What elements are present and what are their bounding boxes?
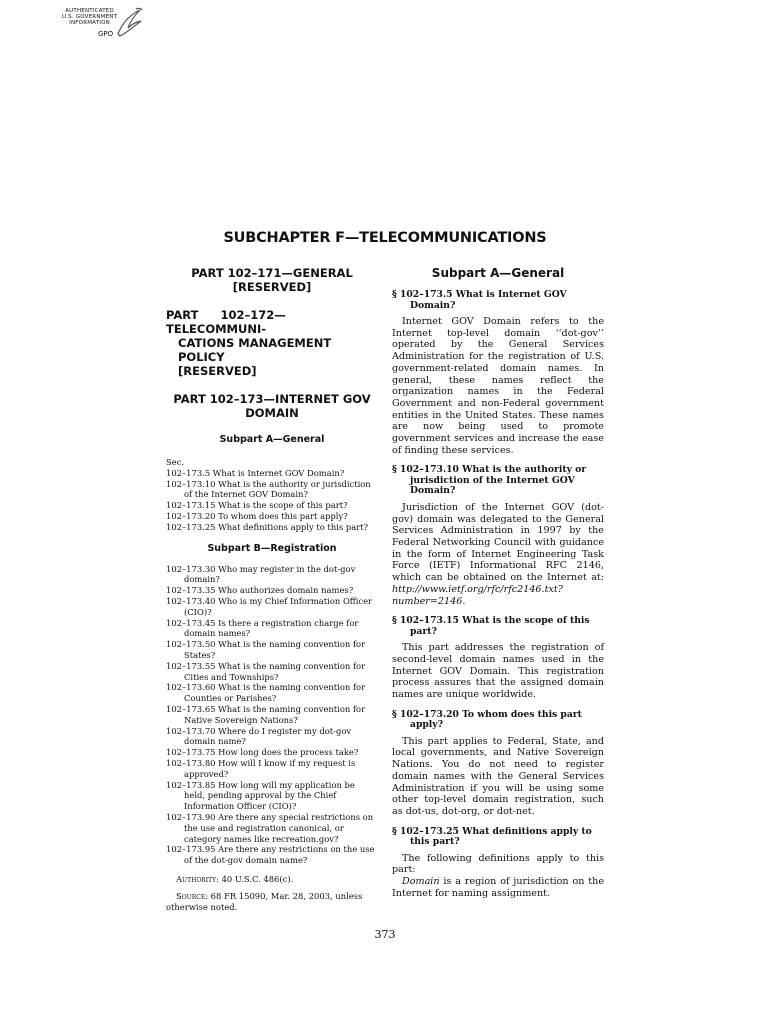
definition-term: Domain	[402, 876, 440, 888]
authority-note: Authority: 40 U.S.C. 486(c).	[176, 873, 294, 884]
subpart-b-heading: Subpart B—Registration	[207, 542, 337, 554]
toc-item: 102–173.20 To whom does this part apply?	[166, 510, 348, 521]
subchapter-title: SUBCHAPTER F—TELECOMMUNICATIONS	[223, 230, 547, 246]
toc-item: 102–173.95 Are there any restrictions on the use of the dot-gov domain name?	[166, 844, 375, 866]
toc-subpart-a	[166, 468, 378, 533]
toc-item: 102–173.80 How will I know if my request is approved?	[166, 757, 356, 779]
toc-item: 102–173.35 Who authorizes domain names?	[166, 585, 354, 596]
section-173-25-text: The following definitions apply to this part:	[392, 852, 604, 876]
page-number: 373	[374, 928, 396, 941]
toc-item: 102–173.5 What is Internet GOV Domain?	[166, 467, 345, 478]
eagle-icon	[114, 6, 144, 38]
toc-item: 102–173.40 Who is my Chief Information Officer (CIO)?	[166, 595, 373, 617]
section-173-25-heading: § 102–173.25 What definitions apply to this part?	[392, 825, 592, 848]
section-173-15-heading: § 102–173.15 What is the scope of this part?	[392, 615, 590, 637]
part-171-title: PART 102–171—GENERAL [RESERVED]	[191, 266, 353, 294]
toc-item: 102–173.10 What is the authority or jurisdiction of the Internet GOV Domain?	[166, 478, 371, 500]
toc-item: 102–173.55 What is the naming convention for Cities and Townships?	[166, 660, 366, 682]
section-173-5-heading: § 102–173.5 What is Internet GOV Domain?	[392, 289, 567, 311]
toc-item: 102–173.60 What is the naming convention for Counties or Parishes?	[166, 682, 366, 704]
gpo-label: GPO	[98, 30, 114, 38]
sec-label: Sec.	[166, 457, 185, 467]
section-173-20-text: This part applies to Federal, State, and local governments, and Native Sovereign Nations. You do not need to register domain names with the General Services Administration if you will be using some other top-level domain registration, such as dot-us, dot-org, or dot-net.	[392, 735, 604, 817]
toc-item: 102–173.70 Where do I register my dot-gov domain name?	[166, 725, 352, 747]
part-173-title: PART 102–173—INTERNET GOV DOMAIN	[173, 392, 371, 420]
right-column	[392, 266, 604, 900]
gpo-authentication-logo	[58, 6, 148, 46]
toc-item: 102–173.65 What is the naming convention for Native Sovereign Nations?	[166, 703, 366, 725]
toc-subpart-b	[166, 564, 378, 866]
rfc-url: http://www.ietf.org/rfc/rfc2146.txt?number=2146	[392, 583, 563, 607]
definition-domain: Domain is a region of jurisdiction on the Internet for naming assignment.	[392, 876, 604, 899]
toc-item: 102–173.85 How long will my application be held, pending approval by the Chief Information Officer (CIO)?	[166, 779, 355, 812]
subpart-a-heading: Subpart A—General	[219, 434, 325, 445]
subpart-a-heading-right: Subpart A—General	[431, 266, 565, 280]
toc-item: 102–173.15 What is the scope of this part?	[166, 500, 348, 511]
toc-item: 102–173.90 Are there any special restrictions on the use and registration canonical, or category names like recreation.gov?	[166, 811, 374, 844]
section-173-15-text: This part addresses the registration of second-level domain names used in the Internet GOV Domain. This registration process assures that the assigned domain names are unique worldwide.	[392, 642, 604, 701]
toc-item: 102–173.50 What is the naming convention for States?	[166, 639, 366, 660]
toc-item: 102–173.30 Who may register in the dot-gov domain?	[166, 563, 356, 585]
source-note: Source: 68 FR 15090, Mar. 28, 2003, unless otherwise noted.	[166, 890, 363, 912]
toc-item: 102–173.75 How long does the process take?	[166, 747, 359, 758]
section-173-5-text: Internet GOV Domain refers to the Internet top-level domain ‘‘dot-gov’’ operated by the General Services Administration for the registration of U.S. government-related domain names. In general, these names reflect the organization names in the Federal Government and non-Federal government entities in the United States. These names are now being used to promote government services and increase the ease of finding these services.	[392, 316, 604, 456]
toc-item: 102–173.45 Is there a registration charge for domain names?	[166, 617, 359, 639]
section-173-20-heading: § 102–173.20 To whom does this part apply?	[392, 708, 582, 731]
section-173-10-text: Jurisdiction of the Internet GOV (dot-gov) domain was delegated to the General Services Administration in 1997 by the Federal Networking Council with guidance in the form of Internet Engineering Task Force (IETF) Informational RFC 2146, which can be obtained on the Internet at: http://www.ietf.org/rfc/rfc2146.txt?number=2146.	[392, 501, 604, 607]
part-172-title: PART 102–172—TELECOMMUNI- CATIONS MANAGEMENT POLICY [RESERVED]	[166, 308, 332, 378]
section-173-10-heading: § 102–173.10 What is the authority or jurisdiction of the Internet GOV Domain?	[392, 464, 587, 497]
toc-item: 102–173.25 What definitions apply to this part?	[166, 521, 369, 532]
logo-text: AUTHENTICATED U.S. GOVERNMENT INFORMATION	[62, 8, 118, 26]
left-column	[166, 266, 378, 913]
